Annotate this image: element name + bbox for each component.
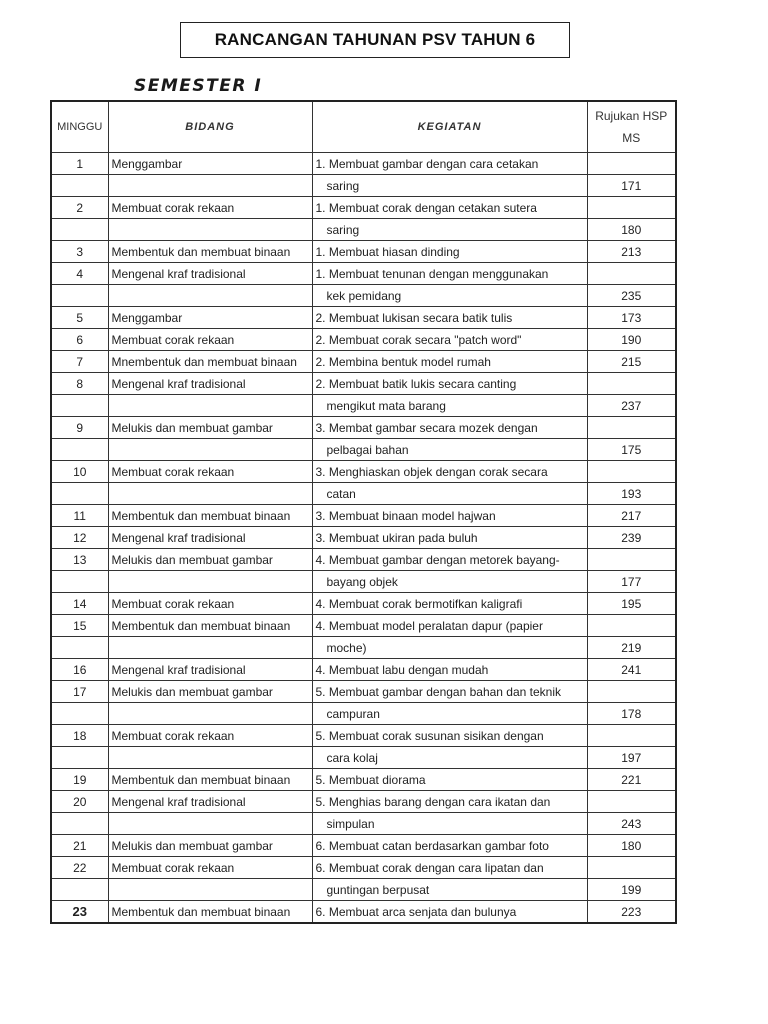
kegiatan-cell: mengikut mata barang: [312, 395, 587, 417]
bidang-cell: [108, 439, 312, 461]
kegiatan-cell: 3. Membat gambar secara mozek dengan: [312, 417, 587, 439]
week-cell: 8: [51, 373, 108, 395]
rujukan-cell: 237: [587, 395, 676, 417]
table-row: [51, 681, 676, 703]
week-cell: 21: [51, 835, 108, 857]
rujukan-cell: 190: [587, 329, 676, 351]
rujukan-cell: [587, 615, 676, 637]
plan-table-container: [50, 100, 675, 924]
week-cell: 20: [51, 791, 108, 813]
week-cell: 4: [51, 263, 108, 285]
rujukan-cell: 219: [587, 637, 676, 659]
rujukan-cell: [587, 417, 676, 439]
bidang-cell: Mengenal kraf tradisional: [108, 373, 312, 395]
kegiatan-cell: 2. Membuat corak secara "patch word": [312, 329, 587, 351]
week-cell: [51, 637, 108, 659]
bidang-cell: Mnembentuk dan membuat binaan: [108, 351, 312, 373]
bidang-cell: Melukis dan membuat gambar: [108, 549, 312, 571]
rujukan-cell: [587, 461, 676, 483]
week-cell: 14: [51, 593, 108, 615]
week-cell: 9: [51, 417, 108, 439]
table-row: [51, 351, 676, 373]
week-cell: 10: [51, 461, 108, 483]
kegiatan-cell: 3. Membuat ukiran pada buluh: [312, 527, 587, 549]
week-cell: [51, 285, 108, 307]
bidang-cell: [108, 703, 312, 725]
kegiatan-cell: 1. Membuat tenunan dengan menggunakan: [312, 263, 587, 285]
week-cell: [51, 439, 108, 461]
week-cell: 1: [51, 153, 108, 175]
bidang-cell: [108, 571, 312, 593]
table-row: [51, 791, 676, 813]
week-cell: 23: [51, 901, 108, 924]
kegiatan-cell: 4. Membuat gambar dengan metorek bayang-: [312, 549, 587, 571]
week-cell: 6: [51, 329, 108, 351]
kegiatan-cell: cara kolaj: [312, 747, 587, 769]
header-rujukan: Rujukan HSP MS: [587, 101, 676, 153]
plan-table: [50, 100, 677, 924]
table-row: [51, 593, 676, 615]
table-row: [51, 725, 676, 747]
kegiatan-cell: 6. Membuat corak dengan cara lipatan dan: [312, 857, 587, 879]
table-row: [51, 505, 676, 527]
kegiatan-cell: saring: [312, 175, 587, 197]
table-row: [51, 747, 676, 769]
rujukan-cell: [587, 373, 676, 395]
bidang-cell: Mengenal kraf tradisional: [108, 263, 312, 285]
bidang-cell: Membuat corak rekaan: [108, 857, 312, 879]
table-body: [51, 153, 676, 924]
kegiatan-cell: 5. Menghias barang dengan cara ikatan dan: [312, 791, 587, 813]
table-row: [51, 879, 676, 901]
bidang-cell: [108, 285, 312, 307]
week-cell: [51, 879, 108, 901]
kegiatan-cell: 5. Membuat gambar dengan bahan dan teknik: [312, 681, 587, 703]
rujukan-cell: 180: [587, 835, 676, 857]
kegiatan-cell: 1. Membuat hiasan dinding: [312, 241, 587, 263]
table-row: [51, 329, 676, 351]
week-cell: 13: [51, 549, 108, 571]
bidang-cell: Mengenal kraf tradisional: [108, 659, 312, 681]
rujukan-cell: 193: [587, 483, 676, 505]
rujukan-cell: [587, 681, 676, 703]
table-row: [51, 835, 676, 857]
header-bidang: BIDANG: [108, 101, 312, 153]
week-cell: [51, 219, 108, 241]
kegiatan-cell: 5. Membuat corak susunan sisikan dengan: [312, 725, 587, 747]
week-cell: 5: [51, 307, 108, 329]
kegiatan-cell: 3. Membuat binaan model hajwan: [312, 505, 587, 527]
table-row: [51, 483, 676, 505]
table-row: [51, 549, 676, 571]
table-row: [51, 263, 676, 285]
rujukan-cell: [587, 263, 676, 285]
rujukan-cell: 213: [587, 241, 676, 263]
header-minggu: MINGGU: [51, 101, 108, 153]
kegiatan-cell: campuran: [312, 703, 587, 725]
bidang-cell: Membuat corak rekaan: [108, 461, 312, 483]
rujukan-cell: 217: [587, 505, 676, 527]
rujukan-cell: [587, 549, 676, 571]
kegiatan-cell: guntingan berpusat: [312, 879, 587, 901]
week-cell: 22: [51, 857, 108, 879]
week-cell: 3: [51, 241, 108, 263]
week-cell: 11: [51, 505, 108, 527]
table-row: [51, 153, 676, 175]
rujukan-cell: 221: [587, 769, 676, 791]
table-row: [51, 615, 676, 637]
table-row: [51, 461, 676, 483]
bidang-cell: [108, 175, 312, 197]
kegiatan-cell: 4. Membuat corak bermotifkan kaligrafi: [312, 593, 587, 615]
bidang-cell: [108, 879, 312, 901]
rujukan-cell: 195: [587, 593, 676, 615]
week-cell: [51, 747, 108, 769]
kegiatan-cell: 2. Membuat lukisan secara batik tulis: [312, 307, 587, 329]
table-row: [51, 901, 676, 924]
bidang-cell: Membentuk dan membuat binaan: [108, 615, 312, 637]
rujukan-cell: 215: [587, 351, 676, 373]
week-cell: [51, 395, 108, 417]
kegiatan-cell: 1. Membuat gambar dengan cara cetakan: [312, 153, 587, 175]
rujukan-cell: 178: [587, 703, 676, 725]
kegiatan-cell: 2. Membina bentuk model rumah: [312, 351, 587, 373]
table-row: [51, 527, 676, 549]
bidang-cell: Mengenal kraf tradisional: [108, 527, 312, 549]
table-row: [51, 703, 676, 725]
bidang-cell: [108, 483, 312, 505]
table-row: [51, 219, 676, 241]
week-cell: [51, 175, 108, 197]
kegiatan-cell: catan: [312, 483, 587, 505]
table-row: [51, 241, 676, 263]
kegiatan-cell: 6. Membuat catan berdasarkan gambar foto: [312, 835, 587, 857]
bidang-cell: Membuat corak rekaan: [108, 197, 312, 219]
rujukan-cell: 171: [587, 175, 676, 197]
rujukan-cell: [587, 791, 676, 813]
bidang-cell: Melukis dan membuat gambar: [108, 835, 312, 857]
header-kegiatan: KEGIATAN: [312, 101, 587, 153]
kegiatan-cell: 4. Membuat model peralatan dapur (papier: [312, 615, 587, 637]
bidang-cell: Membentuk dan membuat binaan: [108, 769, 312, 791]
rujukan-cell: 180: [587, 219, 676, 241]
week-cell: [51, 813, 108, 835]
table-row: [51, 659, 676, 681]
table-row: [51, 373, 676, 395]
bidang-cell: Mengenal kraf tradisional: [108, 791, 312, 813]
kegiatan-cell: 1. Membuat corak dengan cetakan sutera: [312, 197, 587, 219]
kegiatan-cell: 4. Membuat labu dengan mudah: [312, 659, 587, 681]
rujukan-cell: 241: [587, 659, 676, 681]
rujukan-cell: 197: [587, 747, 676, 769]
rujukan-cell: 243: [587, 813, 676, 835]
bidang-cell: Membuat corak rekaan: [108, 725, 312, 747]
bidang-cell: [108, 813, 312, 835]
bidang-cell: Membuat corak rekaan: [108, 329, 312, 351]
table-row: [51, 285, 676, 307]
kegiatan-cell: 6. Membuat arca senjata dan bulunya: [312, 901, 587, 924]
bidang-cell: [108, 637, 312, 659]
week-cell: [51, 483, 108, 505]
rujukan-cell: 173: [587, 307, 676, 329]
kegiatan-cell: 3. Menghiaskan objek dengan corak secara: [312, 461, 587, 483]
kegiatan-cell: bayang objek: [312, 571, 587, 593]
week-cell: [51, 571, 108, 593]
bidang-cell: [108, 219, 312, 241]
week-cell: 12: [51, 527, 108, 549]
bidang-cell: [108, 395, 312, 417]
table-row: [51, 197, 676, 219]
table-row: [51, 439, 676, 461]
bidang-cell: Membentuk dan membuat binaan: [108, 901, 312, 924]
semester-heading: SEMESTER I: [134, 76, 263, 96]
table-header-row: [51, 101, 676, 153]
table-row: [51, 417, 676, 439]
table-row: [51, 395, 676, 417]
table-row: [51, 813, 676, 835]
rujukan-cell: 239: [587, 527, 676, 549]
week-cell: 16: [51, 659, 108, 681]
week-cell: 15: [51, 615, 108, 637]
bidang-cell: Melukis dan membuat gambar: [108, 681, 312, 703]
rujukan-cell: [587, 197, 676, 219]
week-cell: [51, 703, 108, 725]
kegiatan-cell: 5. Membuat diorama: [312, 769, 587, 791]
bidang-cell: Menggambar: [108, 153, 312, 175]
bidang-cell: Membentuk dan membuat binaan: [108, 241, 312, 263]
table-row: [51, 857, 676, 879]
week-cell: 19: [51, 769, 108, 791]
week-cell: 7: [51, 351, 108, 373]
rujukan-cell: 175: [587, 439, 676, 461]
rujukan-cell: 235: [587, 285, 676, 307]
week-cell: 17: [51, 681, 108, 703]
bidang-cell: Membuat corak rekaan: [108, 593, 312, 615]
kegiatan-cell: saring: [312, 219, 587, 241]
rujukan-cell: 223: [587, 901, 676, 924]
bidang-cell: Menggambar: [108, 307, 312, 329]
bidang-cell: Melukis dan membuat gambar: [108, 417, 312, 439]
page-title: RANCANGAN TAHUNAN PSV TAHUN 6: [180, 22, 570, 58]
week-cell: 2: [51, 197, 108, 219]
rujukan-cell: [587, 857, 676, 879]
rujukan-cell: [587, 153, 676, 175]
kegiatan-cell: kek pemidang: [312, 285, 587, 307]
kegiatan-cell: simpulan: [312, 813, 587, 835]
table-row: [51, 571, 676, 593]
rujukan-cell: 177: [587, 571, 676, 593]
rujukan-cell: [587, 725, 676, 747]
kegiatan-cell: moche): [312, 637, 587, 659]
table-row: [51, 769, 676, 791]
table-row: [51, 175, 676, 197]
rujukan-cell: 199: [587, 879, 676, 901]
bidang-cell: [108, 747, 312, 769]
table-row: [51, 307, 676, 329]
kegiatan-cell: 2. Membuat batik lukis secara canting: [312, 373, 587, 395]
table-row: [51, 637, 676, 659]
week-cell: 18: [51, 725, 108, 747]
kegiatan-cell: pelbagai bahan: [312, 439, 587, 461]
bidang-cell: Membentuk dan membuat binaan: [108, 505, 312, 527]
